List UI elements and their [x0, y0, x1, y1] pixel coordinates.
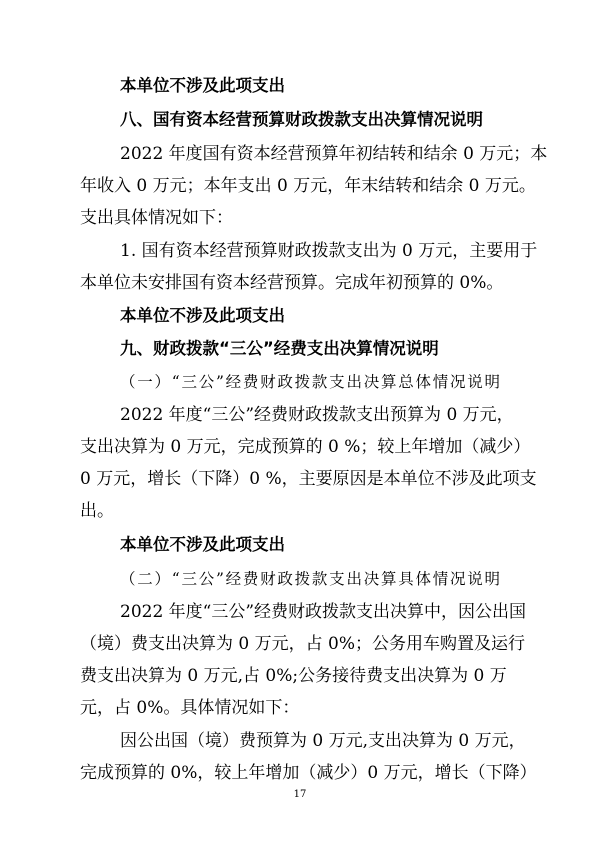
section-heading-8: 八、国有资本经营预算财政拨款支出决算情况说明 [120, 110, 483, 129]
paragraph-line: 元，占 0%。具体情况如下： [80, 698, 300, 718]
statement-not-applicable: 本单位不涉及此项支出 [120, 76, 285, 95]
paragraph-line: 本单位未安排国有资本经营预算。完成年初预算的 0%。 [80, 273, 504, 293]
paragraph-line: 0 万元，增长（下降）0 %，主要原因是本单位不涉及此项支 [80, 469, 537, 489]
paragraph-line: 完成预算的 0%，较上年增加（减少）0 万元，增长（下降） [80, 763, 537, 783]
paragraph-line: 因公出国（境）费预算为 0 万元,支出决算为 0 万元， [120, 731, 526, 751]
paragraph-line: 1. 国有资本经营预算财政拨款支出为 0 万元，主要用于 [120, 241, 538, 261]
paragraph-line: 支出决算为 0 万元，完成预算的 0 %；较上年增加（减少） [80, 437, 531, 457]
page-number: 17 [293, 789, 307, 800]
statement-not-applicable: 本单位不涉及此项支出 [120, 306, 285, 325]
paragraph-line: 2022 年度国有资本经营预算年初结转和结余 0 万元；本 [120, 144, 548, 164]
subsection-heading-2: （二）“三公”经费财政拨款支出决算具体情况说明 [120, 570, 500, 588]
paragraph-line: 支出具体情况如下： [80, 208, 233, 228]
paragraph-line: 费支出决算为 0 万元,占 0%;公务接待费支出决算为 0 万 [80, 666, 507, 686]
paragraph-line: （境）费支出决算为 0 万元，占 0%；公务用车购置及运行 [80, 634, 525, 654]
paragraph-line: 年收入 0 万元；本年支出 0 万元，年末结转和结余 0 万元。 [80, 176, 536, 196]
section-heading-9: 九、财政拨款“三公”经费支出决算情况说明 [120, 339, 439, 358]
subsection-heading-1: （一）“三公”经费财政拨款支出决算总体情况说明 [120, 373, 500, 391]
paragraph-line: 2022 年度“三公”经费财政拨款支出决算中，因公出国 [120, 602, 527, 622]
paragraph-line: 2022 年度“三公”经费财政拨款支出预算为 0 万元， [120, 405, 514, 425]
statement-not-applicable: 本单位不涉及此项支出 [120, 535, 285, 554]
paragraph-line: 出。 [80, 501, 114, 521]
